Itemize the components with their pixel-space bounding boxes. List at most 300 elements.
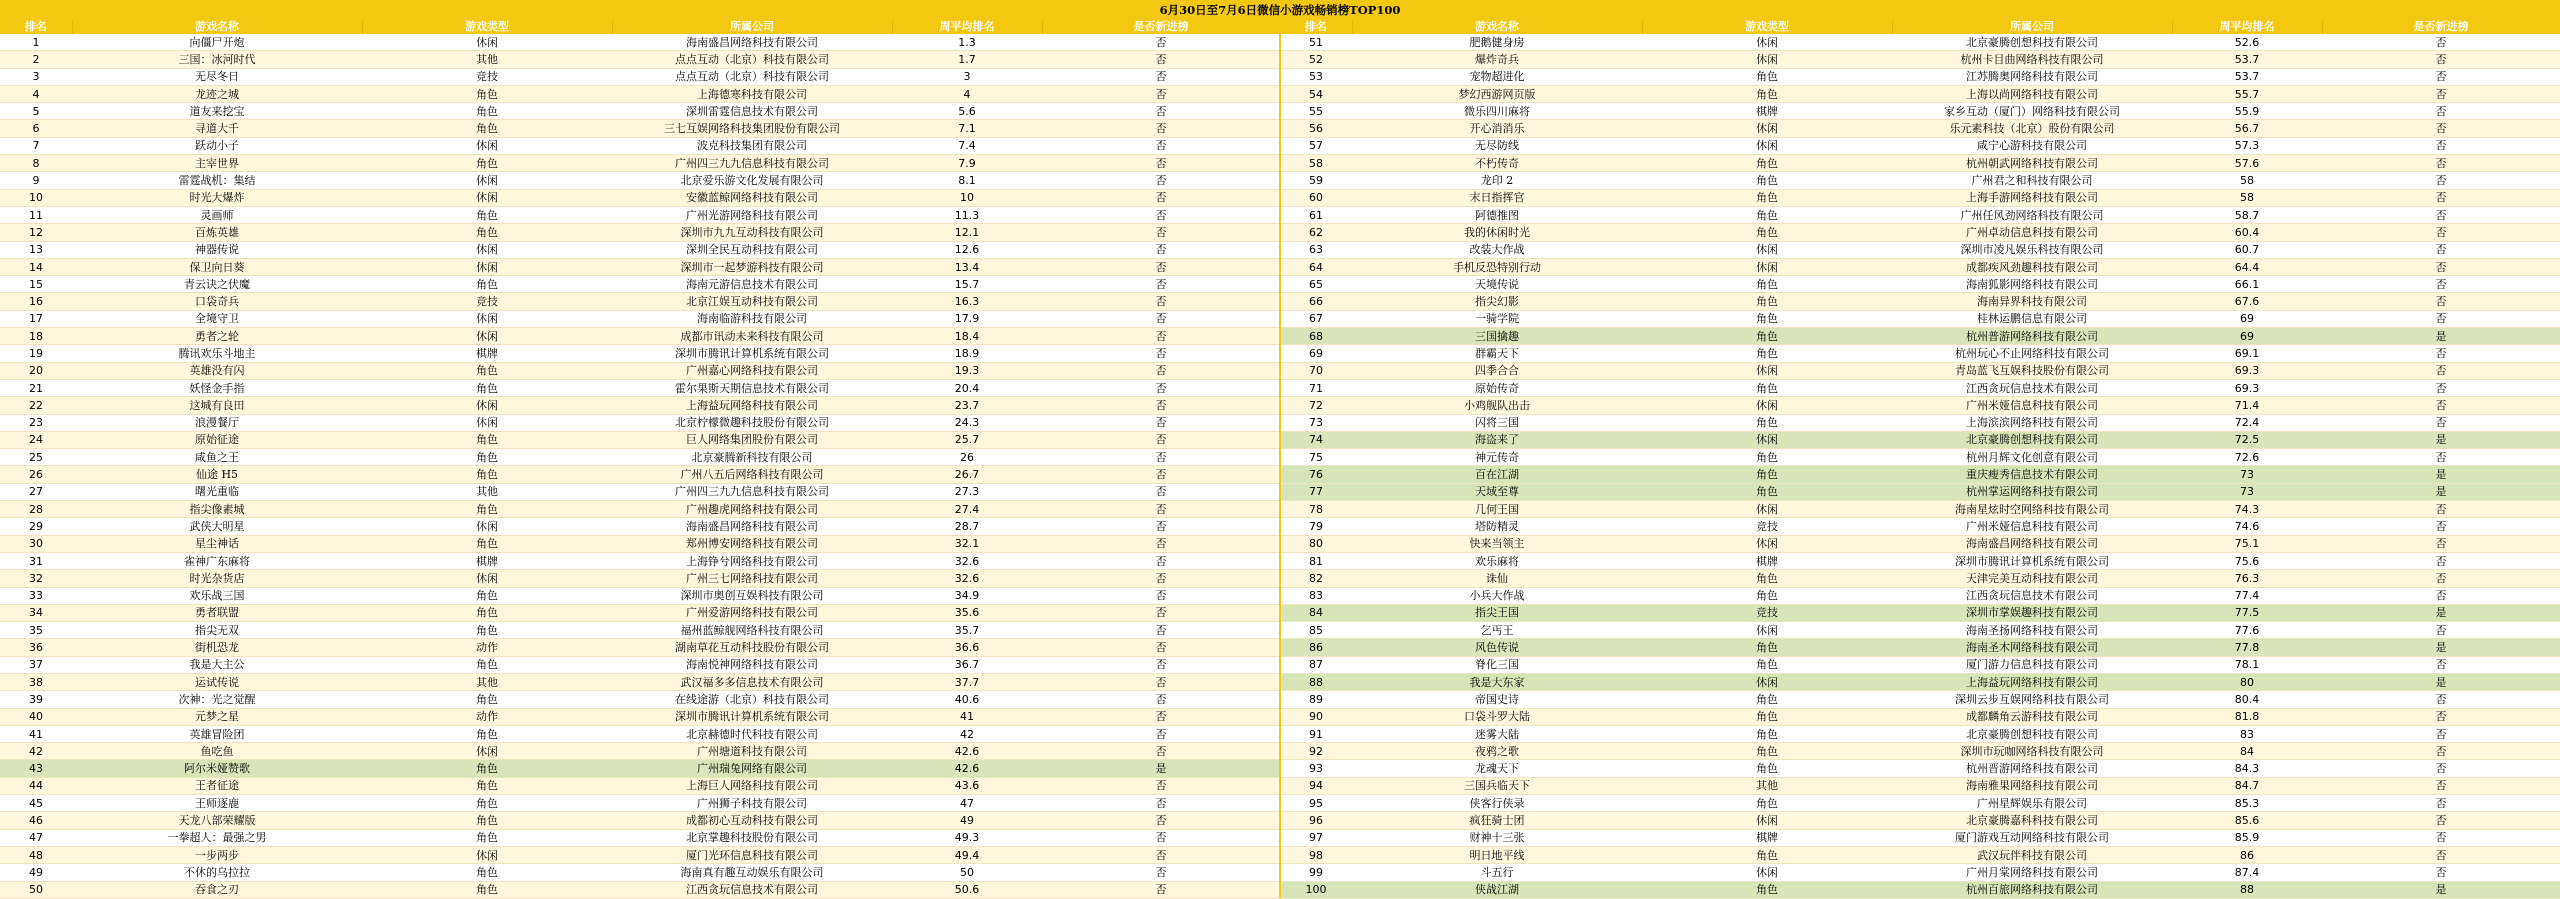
is-new-cell: 否	[1042, 206, 1280, 223]
game-type-cell: 角色	[1642, 587, 1892, 604]
avg-rank-cell: 27.3	[892, 483, 1042, 500]
avg-rank-cell: 75.6	[2172, 552, 2322, 569]
game-name-cell: 英雄没有闪	[72, 362, 362, 379]
avg-rank-cell: 58	[2172, 172, 2322, 189]
game-name-cell: 浪漫餐厅	[72, 414, 362, 431]
game-type-cell: 休闲	[1642, 397, 1892, 414]
avg-rank-cell: 66.1	[2172, 276, 2322, 293]
game-type-cell: 角色	[362, 155, 612, 172]
rank-cell: 25	[0, 449, 72, 466]
is-new-cell: 否	[1042, 501, 1280, 518]
avg-rank-cell: 26	[892, 449, 1042, 466]
game-name-cell: 一拳超人：最强之男	[72, 829, 362, 846]
is-new-cell: 否	[2322, 656, 2560, 673]
rank-cell: 62	[1280, 224, 1352, 241]
table-row	[0, 34, 1280, 51]
avg-rank-cell: 32.6	[892, 570, 1042, 587]
ranking-table-left	[0, 20, 1281, 899]
is-new-cell: 否	[1042, 777, 1280, 794]
game-name-cell: 手机反恐特别行动	[1352, 258, 1642, 275]
is-new-cell: 否	[2322, 155, 2560, 172]
rank-cell: 65	[1280, 276, 1352, 293]
is-new-cell: 否	[2322, 725, 2560, 742]
rank-cell: 19	[0, 345, 72, 362]
table-row	[1280, 34, 2560, 51]
company-cell: 天津完美互动科技有限公司	[1892, 570, 2172, 587]
company-cell: 广州卓动信息科技有限公司	[1892, 224, 2172, 241]
avg-rank-cell: 77.8	[2172, 639, 2322, 656]
game-type-cell: 动作	[362, 639, 612, 656]
game-type-cell: 角色	[362, 431, 612, 448]
game-name-cell: 原始传奇	[1352, 379, 1642, 396]
table-row	[0, 431, 1280, 448]
avg-rank-cell: 72.4	[2172, 414, 2322, 431]
game-type-cell: 角色	[1642, 795, 1892, 812]
table-row	[1280, 760, 2560, 777]
table-row	[1280, 743, 2560, 760]
avg-rank-cell: 27.4	[892, 501, 1042, 518]
is-new-cell: 是	[2322, 328, 2560, 345]
rank-cell: 50	[0, 881, 72, 898]
rank-cell: 38	[0, 673, 72, 690]
avg-rank-cell: 20.4	[892, 379, 1042, 396]
avg-rank-cell: 40.6	[892, 691, 1042, 708]
rank-cell: 51	[1280, 34, 1352, 51]
game-type-cell: 角色	[362, 103, 612, 120]
game-type-cell: 角色	[1642, 293, 1892, 310]
rank-cell: 52	[1280, 51, 1352, 68]
avg-rank-cell: 69.3	[2172, 379, 2322, 396]
rank-cell: 72	[1280, 397, 1352, 414]
company-cell: 广州四三九九信息科技有限公司	[612, 483, 892, 500]
is-new-cell: 否	[2322, 812, 2560, 829]
company-cell: 杭州百旅网络科技有限公司	[1892, 881, 2172, 898]
company-cell: 深圳全民互动科技有限公司	[612, 241, 892, 258]
table-row	[1280, 570, 2560, 587]
avg-rank-cell: 60.4	[2172, 224, 2322, 241]
company-cell: 乐元素科技（北京）股份有限公司	[1892, 120, 2172, 137]
company-cell: 广州米娅信息科技有限公司	[1892, 397, 2172, 414]
rank-cell: 91	[1280, 725, 1352, 742]
game-name-cell: 爆炸奇兵	[1352, 51, 1642, 68]
rank-cell: 4	[0, 85, 72, 102]
game-type-cell: 休闲	[1642, 258, 1892, 275]
is-new-cell: 否	[1042, 604, 1280, 621]
avg-rank-cell: 85.6	[2172, 812, 2322, 829]
table-row	[1280, 51, 2560, 68]
is-new-cell: 否	[1042, 725, 1280, 742]
rank-cell: 41	[0, 725, 72, 742]
company-cell: 桂林运鹏信息有限公司	[1892, 310, 2172, 327]
avg-rank-cell: 75.1	[2172, 535, 2322, 552]
company-cell: 厦门游力信息科技有限公司	[1892, 656, 2172, 673]
game-name-cell: 星尘神话	[72, 535, 362, 552]
game-type-cell: 其他	[362, 51, 612, 68]
game-type-cell: 角色	[1642, 656, 1892, 673]
header-row	[0, 20, 1280, 34]
avg-rank-cell: 69	[2172, 328, 2322, 345]
table-row	[1280, 829, 2560, 846]
company-cell: 波克科技集团有限公司	[612, 137, 892, 154]
avg-rank-cell: 26.7	[892, 466, 1042, 483]
game-type-cell: 棋牌	[362, 552, 612, 569]
avg-rank-cell: 80.4	[2172, 691, 2322, 708]
is-new-cell: 否	[2322, 535, 2560, 552]
game-name-cell: 百在江湖	[1352, 466, 1642, 483]
header-rank: 排名	[1280, 20, 1352, 34]
game-name-cell: 运试传说	[72, 673, 362, 690]
is-new-cell: 否	[2322, 846, 2560, 863]
table-row	[0, 656, 1280, 673]
game-type-cell: 角色	[362, 501, 612, 518]
company-cell: 郑州博安网络科技有限公司	[612, 535, 892, 552]
rank-cell: 70	[1280, 362, 1352, 379]
table-row	[1280, 795, 2560, 812]
is-new-cell: 否	[2322, 743, 2560, 760]
game-name-cell: 三国擒趣	[1352, 328, 1642, 345]
table-row	[1280, 431, 2560, 448]
avg-rank-cell: 77.6	[2172, 622, 2322, 639]
rank-cell: 7	[0, 137, 72, 154]
table-row	[0, 68, 1280, 85]
game-name-cell: 无尽防线	[1352, 137, 1642, 154]
avg-rank-cell: 25.7	[892, 431, 1042, 448]
table-row	[1280, 362, 2560, 379]
is-new-cell: 否	[2322, 570, 2560, 587]
game-type-cell: 休闲	[1642, 51, 1892, 68]
avg-rank-cell: 36.6	[892, 639, 1042, 656]
ranking-table-right	[1280, 20, 2560, 899]
game-type-cell: 角色	[1642, 570, 1892, 587]
avg-rank-cell: 83	[2172, 725, 2322, 742]
is-new-cell: 否	[1042, 241, 1280, 258]
is-new-cell: 否	[1042, 483, 1280, 500]
avg-rank-cell: 1.7	[892, 51, 1042, 68]
game-type-cell: 角色	[1642, 760, 1892, 777]
avg-rank-cell: 86	[2172, 846, 2322, 863]
game-name-cell: 神元传奇	[1352, 449, 1642, 466]
rank-cell: 40	[0, 708, 72, 725]
avg-rank-cell: 36.7	[892, 656, 1042, 673]
company-cell: 深圳市奥创互娱科技有限公司	[612, 587, 892, 604]
is-new-cell: 否	[2322, 691, 2560, 708]
is-new-cell: 是	[2322, 483, 2560, 500]
company-cell: 江西贪玩信息技术有限公司	[1892, 379, 2172, 396]
rank-cell: 24	[0, 431, 72, 448]
avg-rank-cell: 34.9	[892, 587, 1042, 604]
company-cell: 杭州普游网络科技有限公司	[1892, 328, 2172, 345]
rank-cell: 23	[0, 414, 72, 431]
rank-cell: 61	[1280, 206, 1352, 223]
company-cell: 武汉福多多信息技术有限公司	[612, 673, 892, 690]
rank-cell: 43	[0, 760, 72, 777]
game-name-cell: 我的休闲时光	[1352, 224, 1642, 241]
table-row	[1280, 466, 2560, 483]
rank-cell: 92	[1280, 743, 1352, 760]
avg-rank-cell: 85.9	[2172, 829, 2322, 846]
header-is-new: 是否新进榜	[2322, 20, 2560, 34]
is-new-cell: 否	[2322, 501, 2560, 518]
game-type-cell: 休闲	[1642, 431, 1892, 448]
company-cell: 杭州卡目曲网络科技有限公司	[1892, 51, 2172, 68]
game-type-cell: 角色	[362, 725, 612, 742]
rank-cell: 1	[0, 34, 72, 51]
rank-cell: 10	[0, 189, 72, 206]
game-name-cell: 寻道大千	[72, 120, 362, 137]
game-type-cell: 棋牌	[362, 345, 612, 362]
rank-cell: 94	[1280, 777, 1352, 794]
company-cell: 海南元游信息技术有限公司	[612, 276, 892, 293]
is-new-cell: 否	[1042, 189, 1280, 206]
game-type-cell: 角色	[362, 85, 612, 102]
is-new-cell: 否	[1042, 708, 1280, 725]
company-cell: 广州爱游网络科技有限公司	[612, 604, 892, 621]
is-new-cell: 是	[1042, 760, 1280, 777]
rank-cell: 66	[1280, 293, 1352, 310]
rank-cell: 20	[0, 362, 72, 379]
game-name-cell: 我是大主公	[72, 656, 362, 673]
avg-rank-cell: 74.3	[2172, 501, 2322, 518]
game-type-cell: 角色	[1642, 189, 1892, 206]
game-name-cell: 指尖幻影	[1352, 293, 1642, 310]
table-row	[0, 310, 1280, 327]
game-name-cell: 海盗来了	[1352, 431, 1642, 448]
game-type-cell: 角色	[1642, 639, 1892, 656]
game-type-cell: 角色	[362, 587, 612, 604]
is-new-cell: 否	[1042, 276, 1280, 293]
game-type-cell: 角色	[362, 777, 612, 794]
table-row	[1280, 691, 2560, 708]
rank-cell: 68	[1280, 328, 1352, 345]
game-name-cell: 这城有良田	[72, 397, 362, 414]
table-row	[0, 518, 1280, 535]
table-row	[0, 691, 1280, 708]
avg-rank-cell: 57.6	[2172, 155, 2322, 172]
game-name-cell: 跃动小子	[72, 137, 362, 154]
is-new-cell: 否	[2322, 276, 2560, 293]
company-cell: 深圳市九九互动科技有限公司	[612, 224, 892, 241]
game-type-cell: 角色	[362, 466, 612, 483]
game-name-cell: 一步两步	[72, 846, 362, 863]
table-row	[0, 795, 1280, 812]
table-row	[1280, 414, 2560, 431]
rank-cell: 64	[1280, 258, 1352, 275]
company-cell: 成都市讯动未来科技有限公司	[612, 328, 892, 345]
is-new-cell: 否	[1042, 258, 1280, 275]
game-type-cell: 角色	[1642, 846, 1892, 863]
is-new-cell: 否	[1042, 103, 1280, 120]
game-name-cell: 龙迹之城	[72, 85, 362, 102]
avg-rank-cell: 53.7	[2172, 51, 2322, 68]
is-new-cell: 否	[2322, 362, 2560, 379]
company-cell: 海南盛昌网络科技有限公司	[612, 34, 892, 51]
is-new-cell: 否	[2322, 103, 2560, 120]
table-row	[1280, 206, 2560, 223]
is-new-cell: 否	[2322, 85, 2560, 102]
table-row	[1280, 846, 2560, 863]
table-row	[1280, 120, 2560, 137]
company-cell: 上海益玩网络科技有限公司	[1892, 673, 2172, 690]
is-new-cell: 否	[2322, 397, 2560, 414]
game-type-cell: 角色	[362, 795, 612, 812]
is-new-cell: 否	[2322, 224, 2560, 241]
company-cell: 江西贪玩信息技术有限公司	[1892, 587, 2172, 604]
company-cell: 广州星辉娱乐有限公司	[1892, 795, 2172, 812]
game-type-cell: 休闲	[1642, 120, 1892, 137]
rank-cell: 22	[0, 397, 72, 414]
is-new-cell: 否	[2322, 795, 2560, 812]
company-cell: 海南星炫时空网络科技有限公司	[1892, 501, 2172, 518]
is-new-cell: 否	[1042, 34, 1280, 51]
table-row	[0, 189, 1280, 206]
game-type-cell: 休闲	[1642, 501, 1892, 518]
game-name-cell: 武侠大明星	[72, 518, 362, 535]
company-cell: 广州光游网络科技有限公司	[612, 206, 892, 223]
company-cell: 广州四三九九信息科技有限公司	[612, 155, 892, 172]
game-name-cell: 青云诀之伏魔	[72, 276, 362, 293]
avg-rank-cell: 42	[892, 725, 1042, 742]
game-name-cell: 末日指挥官	[1352, 189, 1642, 206]
game-name-cell: 龙魂天下	[1352, 760, 1642, 777]
avg-rank-cell: 49.3	[892, 829, 1042, 846]
table-row	[1280, 379, 2560, 396]
company-cell: 海南异界科技有限公司	[1892, 293, 2172, 310]
table-row	[0, 777, 1280, 794]
rank-cell: 99	[1280, 864, 1352, 881]
avg-rank-cell: 3	[892, 68, 1042, 85]
is-new-cell: 否	[1042, 431, 1280, 448]
avg-rank-cell: 42.6	[892, 760, 1042, 777]
game-name-cell: 开心消消乐	[1352, 120, 1642, 137]
is-new-cell: 否	[2322, 34, 2560, 51]
game-type-cell: 角色	[1642, 708, 1892, 725]
table-row	[1280, 328, 2560, 345]
is-new-cell: 否	[2322, 172, 2560, 189]
game-name-cell: 乞丐王	[1352, 622, 1642, 639]
company-cell: 安徽蓝鲸网络科技有限公司	[612, 189, 892, 206]
game-name-cell: 阿尔米娅赞歌	[72, 760, 362, 777]
company-cell: 北京爱乐游文化发展有限公司	[612, 172, 892, 189]
game-name-cell: 三国兵临天下	[1352, 777, 1642, 794]
is-new-cell: 否	[2322, 518, 2560, 535]
rank-cell: 11	[0, 206, 72, 223]
game-type-cell: 休闲	[362, 328, 612, 345]
company-cell: 广州塘道科技有限公司	[612, 743, 892, 760]
company-cell: 家乡互动（厦门）网络科技有限公司	[1892, 103, 2172, 120]
game-name-cell: 微乐四川麻将	[1352, 103, 1642, 120]
avg-rank-cell: 1.3	[892, 34, 1042, 51]
game-type-cell: 角色	[1642, 310, 1892, 327]
table-row	[1280, 518, 2560, 535]
is-new-cell: 否	[1042, 639, 1280, 656]
game-name-cell: 夜鸦之歌	[1352, 743, 1642, 760]
rank-cell: 82	[1280, 570, 1352, 587]
company-cell: 在线途游（北京）科技有限公司	[612, 691, 892, 708]
game-name-cell: 天龙八部荣耀版	[72, 812, 362, 829]
company-cell: 武汉玩伴科技有限公司	[1892, 846, 2172, 863]
avg-rank-cell: 50.6	[892, 881, 1042, 898]
is-new-cell: 否	[1042, 379, 1280, 396]
game-type-cell: 休闲	[1642, 622, 1892, 639]
table-row	[1280, 137, 2560, 154]
game-type-cell: 休闲	[362, 241, 612, 258]
table-row	[0, 760, 1280, 777]
header-game-type: 游戏类型	[362, 20, 612, 34]
rank-cell: 30	[0, 535, 72, 552]
table-row	[0, 241, 1280, 258]
is-new-cell: 否	[1042, 846, 1280, 863]
table-row	[0, 103, 1280, 120]
table-row	[0, 673, 1280, 690]
game-name-cell: 全境守卫	[72, 310, 362, 327]
avg-rank-cell: 69.1	[2172, 345, 2322, 362]
avg-rank-cell: 76.3	[2172, 570, 2322, 587]
company-cell: 咸宁心游科技有限公司	[1892, 137, 2172, 154]
table-row	[1280, 310, 2560, 327]
table-row	[0, 449, 1280, 466]
rank-cell: 55	[1280, 103, 1352, 120]
avg-rank-cell: 24.3	[892, 414, 1042, 431]
game-name-cell: 明日地平线	[1352, 846, 1642, 863]
rank-cell: 75	[1280, 449, 1352, 466]
header-game-type: 游戏类型	[1642, 20, 1892, 34]
avg-rank-cell: 7.4	[892, 137, 1042, 154]
game-type-cell: 休闲	[1642, 535, 1892, 552]
is-new-cell: 否	[2322, 68, 2560, 85]
rank-cell: 73	[1280, 414, 1352, 431]
game-name-cell: 百炼英雄	[72, 224, 362, 241]
game-name-cell: 四季合合	[1352, 362, 1642, 379]
avg-rank-cell: 32.1	[892, 535, 1042, 552]
company-cell: 上海以尚网络科技有限公司	[1892, 85, 2172, 102]
company-cell: 北京江娱互动科技有限公司	[612, 293, 892, 310]
game-type-cell: 休闲	[362, 172, 612, 189]
table-row	[1280, 155, 2560, 172]
avg-rank-cell: 60.7	[2172, 241, 2322, 258]
avg-rank-cell: 42.6	[892, 743, 1042, 760]
game-type-cell: 角色	[1642, 224, 1892, 241]
is-new-cell: 否	[1042, 362, 1280, 379]
company-cell: 重庆瘦秀信息技术有限公司	[1892, 466, 2172, 483]
game-type-cell: 角色	[1642, 449, 1892, 466]
game-type-cell: 休闲	[362, 846, 612, 863]
rank-cell: 78	[1280, 501, 1352, 518]
game-name-cell: 脊化三国	[1352, 656, 1642, 673]
avg-rank-cell: 11.3	[892, 206, 1042, 223]
table-row	[1280, 604, 2560, 621]
is-new-cell: 否	[2322, 552, 2560, 569]
rank-cell: 13	[0, 241, 72, 258]
table-row	[1280, 241, 2560, 258]
game-type-cell: 休闲	[362, 518, 612, 535]
is-new-cell: 否	[1042, 414, 1280, 431]
is-new-cell: 否	[2322, 310, 2560, 327]
avg-rank-cell: 12.6	[892, 241, 1042, 258]
game-type-cell: 休闲	[362, 137, 612, 154]
game-name-cell: 一骑学院	[1352, 310, 1642, 327]
company-cell: 北京柠檬微趣科技股份有限公司	[612, 414, 892, 431]
game-type-cell: 竞技	[362, 68, 612, 85]
rank-cell: 18	[0, 328, 72, 345]
company-cell: 广州君之和科技有限公司	[1892, 172, 2172, 189]
game-name-cell: 时光大爆炸	[72, 189, 362, 206]
game-name-cell: 欢乐战三国	[72, 587, 362, 604]
avg-rank-cell: 84.3	[2172, 760, 2322, 777]
rank-cell: 54	[1280, 85, 1352, 102]
company-cell: 杭州朝武网络科技有限公司	[1892, 155, 2172, 172]
rank-cell: 44	[0, 777, 72, 794]
game-name-cell: 指尖像素城	[72, 501, 362, 518]
